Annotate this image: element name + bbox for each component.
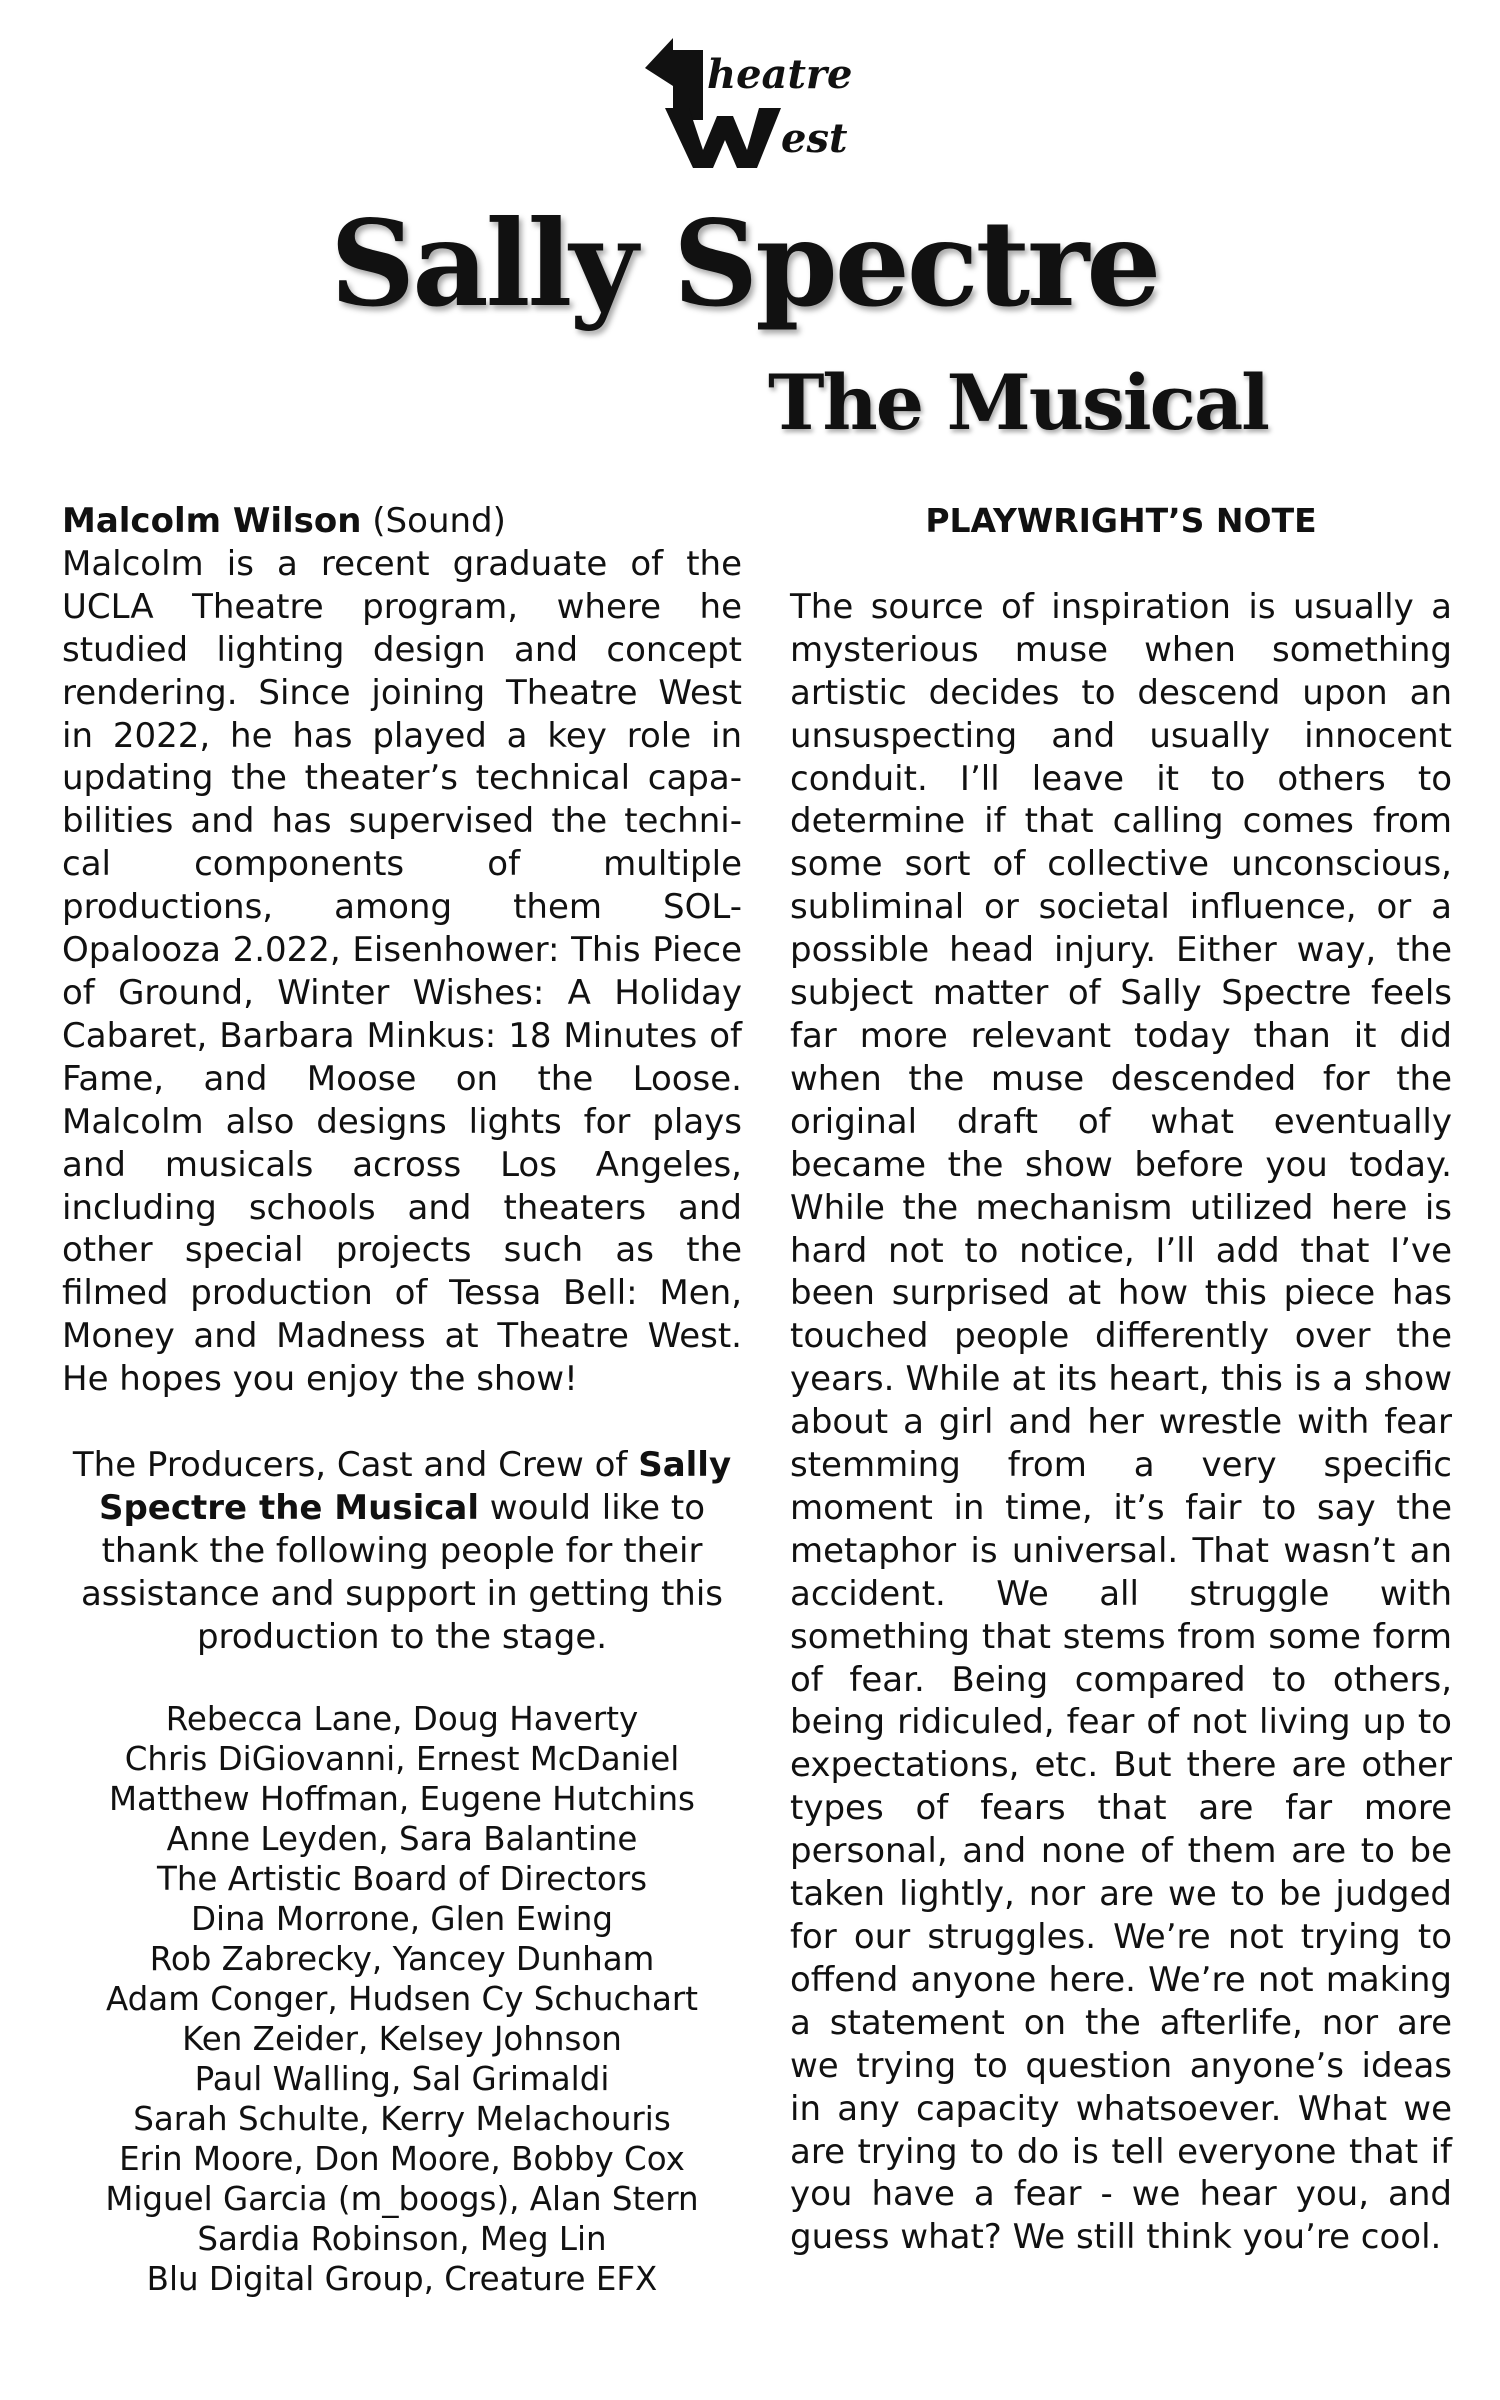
playwrights-note-heading: PLAYWRIGHT’S NOTE xyxy=(925,501,1317,540)
bio-text: Malcolm is a recent graduate of the UCLA Theatre program, where he studied lighting design and concept rendering. Since joining Theatre West in 2022, he has played a key role in updating the theater’s technical capabilities and has supervised the technical components of multiple productions, among them SOL-Opalooza 2.022, Eisenhower: This Piece of Ground, Winter Wishes: A Holiday Cabaret, Barbara Minkus: 18 Minutes of Fame, and Moose on the Loose. Malcolm also designs lights for plays and musicals across Los Angeles, including schools and theaters and other special projects such as the filmed production of Tessa Bell: Men, Money and Madness at Theatre West. He hopes you enjoy the show! xyxy=(62,543,742,1400)
playwrights-note-text: The source of inspiration is usually a mysterious muse when something artistic decides to descend upon an unsuspecting and usually innocent conduit. I’ll leave it to others to determine if that calling comes from some sort of collective unconscious, subliminal or societal influence, or a possible head injury. Either way, the subject matter of Sally Spectre feels far more relevant today than it did when the muse descended for the original draft of what eventually became the show before you today. While the mechanism utilized here is hard not to notice, I’ll add that I’ve been surprised at how this piece has touched people differently over the years. While at its heart, this is a show about a girl and her wrestle with fear stemming from a very specific moment in time, it’s fair to say the metaphor is universal. That wasn’t an accident. We all struggle with something that stems from some form of fear. Being compared to others, being ridiculed, fear of not living up to expectations, etc. But there are other types of fears that are far more personal, and none of them are to be taken lightly, nor are we to be judged for our struggles. We’re not trying to offend anyone here. We’re not making a statement on the afterlife, nor are we trying to question anyone’s ideas in any capacity whatsoever. What we are trying to do is tell everyone that if you have a fear - we hear you, and guess what? We still think you’re cool. xyxy=(790,586,1452,2258)
theatre-west-logo-mark xyxy=(625,30,855,170)
name-line: Blu Digital Group, Creature EFX xyxy=(146,2259,658,2298)
right-column xyxy=(790,500,1452,2259)
name-line: Adam Conger, Hudsen Cy Schuchart xyxy=(106,1979,698,2018)
show-title: Sally Spectre xyxy=(330,194,1159,333)
thanks-show-name: Sally Spectre the Musical xyxy=(98,1445,732,1528)
name-line: The Artistic Board of Directors xyxy=(156,1859,648,1898)
svg-text:est: est xyxy=(781,115,848,162)
acknowledgement-list xyxy=(62,1699,742,2299)
name-line: Dina Morrone, Glen Ewing xyxy=(191,1899,613,1938)
name-line: Miguel Garcia (m_boogs), Alan Stern xyxy=(105,2179,699,2218)
name-line: Rob Zabrecky, Yancey Dunham xyxy=(149,1939,655,1978)
bio-role: (Sound) xyxy=(361,501,506,541)
name-line: Matthew Hoffman, Eugene Hutchins xyxy=(109,1779,695,1818)
svg-text:heatre: heatre xyxy=(707,51,853,98)
theatre-west-logo xyxy=(0,30,1500,170)
name-line: Sarah Schulte, Kerry Melachouris xyxy=(133,2099,671,2138)
left-column xyxy=(62,500,742,2299)
thanks-before: The Producers, Cast and Crew of xyxy=(72,1445,639,1486)
show-subtitle: The Musical xyxy=(768,358,1269,447)
name-line: Rebecca Lane, Doug Haverty xyxy=(165,1699,639,1738)
thanks-after: would like to thank the following people for their assistance and support in getting this production to the stage. xyxy=(80,1487,724,1657)
bio-name: Malcolm Wilson xyxy=(62,501,362,541)
name-line: Anne Leyden, Sara Balantine xyxy=(166,1819,638,1858)
name-line: Ken Zeider, Kelsey Johnson xyxy=(182,2019,622,2058)
name-line: Chris DiGiovanni, Ernest McDaniel xyxy=(124,1739,680,1778)
thanks-paragraph xyxy=(62,1444,742,1659)
bio-paragraph xyxy=(62,500,742,1401)
name-line: Paul Walling, Sal Grimaldi xyxy=(194,2059,610,2098)
name-line: Erin Moore, Don Moore, Bobby Cox xyxy=(119,2139,685,2178)
name-line: Sardia Robinson, Meg Lin xyxy=(197,2219,607,2258)
